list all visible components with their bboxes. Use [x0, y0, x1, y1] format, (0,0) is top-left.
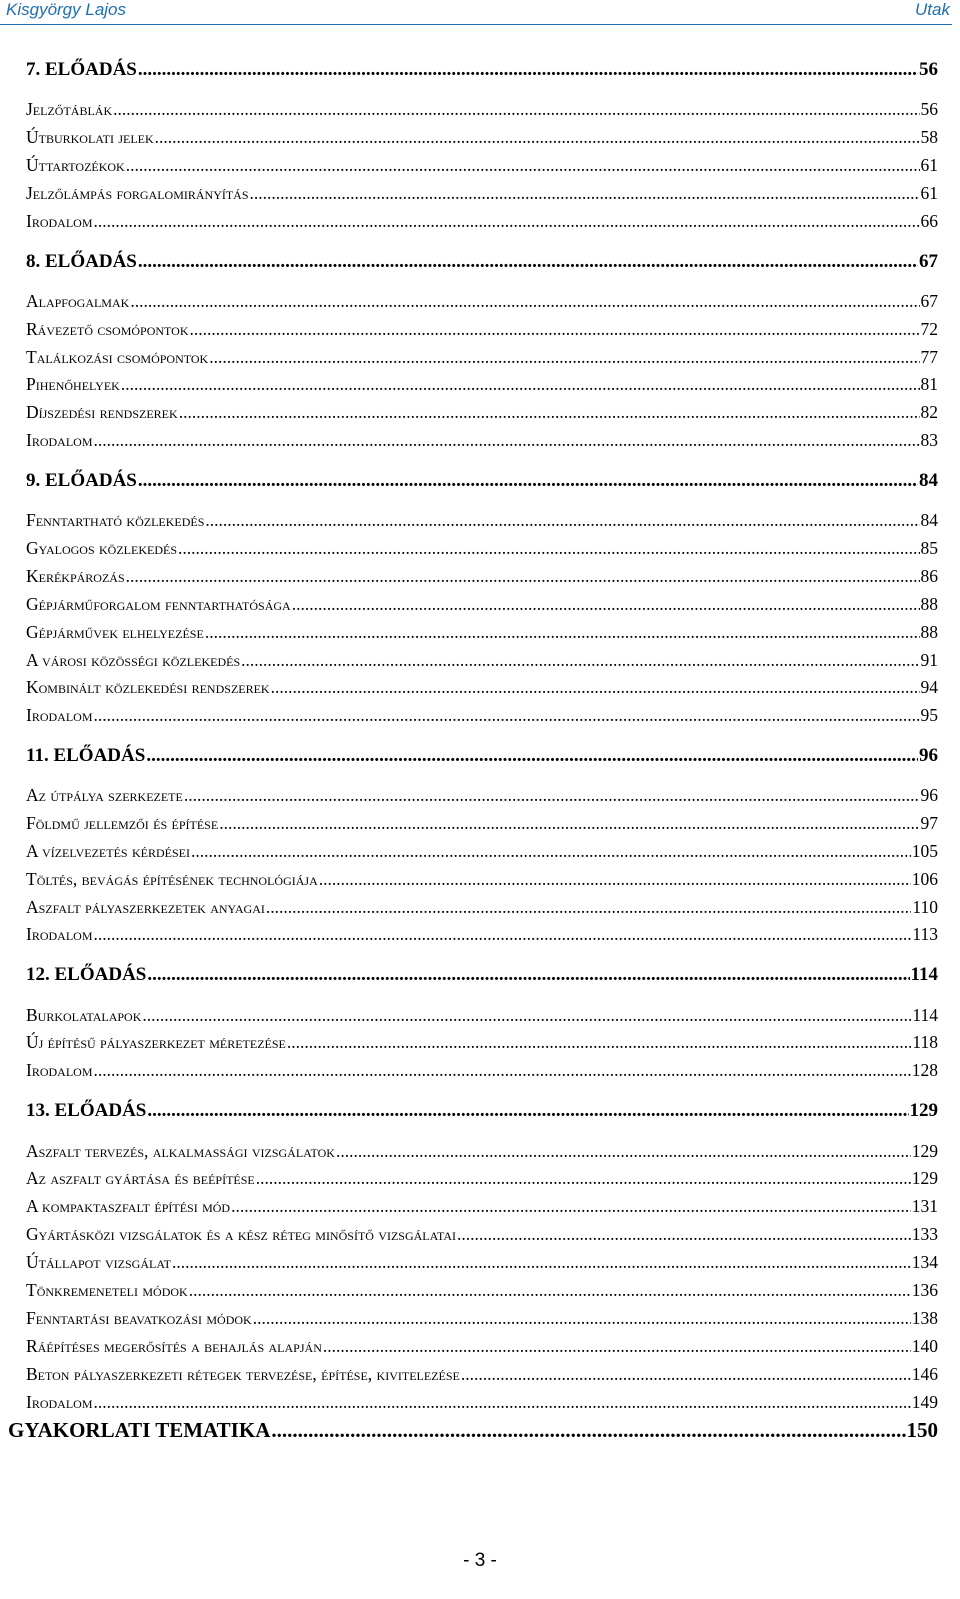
toc-entry-page: 96: [919, 745, 938, 766]
toc-entry[interactable]: [26, 181, 938, 205]
toc-dot-leader: [94, 428, 920, 452]
toc-dot-leader: [256, 1166, 911, 1190]
toc-entry-page: 88: [920, 594, 938, 614]
toc-entry-title: A kompaktaszfalt építési mód: [26, 1196, 231, 1216]
toc-entry[interactable]: [26, 1030, 938, 1054]
toc-entry-title: Úttartozékok: [26, 155, 125, 175]
toc-entry[interactable]: [26, 469, 938, 493]
toc-entry-title: Burkolatalapok: [26, 1005, 142, 1025]
toc-entry[interactable]: [26, 1390, 938, 1414]
toc-entry-page: 72: [920, 319, 938, 339]
toc-entry[interactable]: [26, 1362, 938, 1386]
toc-dot-leader: [266, 895, 912, 919]
toc-entry[interactable]: [26, 783, 938, 807]
toc-entry-page: 94: [920, 677, 938, 697]
toc-entry-page: 149: [911, 1392, 938, 1412]
toc-dot-leader: [126, 153, 920, 177]
toc-dot-leader: [336, 1139, 911, 1163]
toc-entry-title: Fenntartási beavatkozási módok: [26, 1308, 252, 1328]
toc-entry-title: Az útpálya szerkezete: [26, 785, 183, 805]
toc-entry-page: 84: [920, 510, 938, 530]
toc-dot-leader: [287, 1030, 912, 1054]
toc-entry-title: Pihenőhelyek: [26, 374, 120, 394]
toc-entry[interactable]: [26, 317, 938, 341]
toc-entry-page: 86: [920, 566, 938, 586]
toc-entry-page: 77: [920, 347, 938, 367]
toc-entry-title: Rávezető csomópontok: [26, 319, 189, 339]
toc-dot-leader: [190, 317, 920, 341]
toc-entry-page: 140: [911, 1336, 938, 1356]
toc-entry-page: 129: [911, 1141, 938, 1161]
toc-entry[interactable]: [26, 1250, 938, 1274]
toc-entry-title: Alapfogalmak: [26, 291, 130, 311]
toc-entry-page: 138: [911, 1308, 938, 1328]
toc-entry-page: 150: [906, 1418, 938, 1442]
toc-dot-leader: [179, 400, 920, 424]
toc-entry[interactable]: [26, 345, 938, 369]
toc-dot-leader: [113, 97, 919, 121]
toc-dot-leader: [138, 58, 918, 82]
toc-dot-leader: [271, 1418, 905, 1442]
toc-entry[interactable]: [26, 1278, 938, 1302]
toc-entry-page: 133: [911, 1224, 938, 1244]
toc-entry[interactable]: [26, 703, 938, 727]
toc-dot-leader: [241, 648, 919, 672]
toc-entry-title: Ráépítéses megerősítés a behajlás alapján: [26, 1336, 322, 1356]
toc-entry-page: 67: [920, 291, 938, 311]
toc-entry-title: Kombinált közlekedési rendszerek: [26, 677, 270, 697]
toc-entry[interactable]: [26, 536, 938, 560]
header-divider: [0, 24, 952, 25]
toc-entry-page: 96: [920, 785, 938, 805]
toc-entry[interactable]: [26, 648, 938, 672]
toc-entry[interactable]: [26, 372, 938, 396]
toc-entry-page: 134: [911, 1252, 938, 1272]
toc-entry-title: Gépjárműforgalom fenntarthatósága: [26, 594, 291, 614]
toc-entry-page: 146: [911, 1364, 938, 1384]
toc-entry-title: 13. ELŐADÁS: [26, 1100, 147, 1121]
toc-dot-leader: [147, 1099, 908, 1123]
toc-entry[interactable]: [26, 400, 938, 424]
toc-entry-title: Irodalom: [26, 924, 93, 944]
toc-entry-title: Irodalom: [26, 705, 93, 725]
toc-entry[interactable]: [26, 592, 938, 616]
toc-entry-title: Gépjárművek elhelyezése: [26, 622, 204, 642]
toc-entry-title: Beton pályaszerkezeti rétegek tervezése, építése, kivitelezése: [26, 1364, 460, 1384]
toc-dot-leader: [219, 811, 919, 835]
toc-entry-page: 106: [911, 869, 938, 889]
toc-entry-page: 114: [910, 964, 938, 985]
toc-entry-page: 113: [912, 924, 938, 944]
toc-entry[interactable]: [26, 811, 938, 835]
toc-entry-page: 110: [912, 897, 938, 917]
toc-dot-leader: [130, 289, 919, 313]
toc-entry-title: Irodalom: [26, 430, 93, 450]
toc-entry-page: 91: [920, 650, 938, 670]
header-title: Utak: [915, 0, 950, 19]
running-header: [0, 0, 960, 26]
toc-entry[interactable]: [26, 1166, 938, 1190]
toc-entry-page: 56: [920, 99, 938, 119]
toc-entry-title: Új építésű pályaszerkezet méretezése: [26, 1032, 286, 1052]
toc-entry-title: Aszfalt pályaszerkezetek anyagai: [26, 897, 265, 917]
toc-entry[interactable]: [26, 1306, 938, 1330]
toc-entry[interactable]: [26, 250, 938, 274]
toc-entry[interactable]: [26, 839, 938, 863]
toc-entry[interactable]: [26, 1099, 938, 1123]
toc-entry[interactable]: [26, 1334, 938, 1358]
toc-entry-title: A városi közösségi közlekedés: [26, 650, 241, 670]
toc-dot-leader: [138, 469, 918, 493]
toc-entry-page: 128: [911, 1060, 938, 1080]
toc-entry[interactable]: [26, 620, 938, 644]
toc-entry-title: Jelzőtáblák: [26, 99, 113, 119]
toc-entry-title: Fenntartható közlekedés: [26, 510, 205, 530]
toc-entry[interactable]: [8, 1418, 938, 1442]
toc-entry-page: 88: [920, 622, 938, 642]
toc-dot-leader: [461, 1362, 911, 1386]
toc-entry[interactable]: [26, 744, 938, 768]
toc-dot-leader: [94, 1390, 911, 1414]
toc-entry-title: Irodalom: [26, 1392, 93, 1412]
toc-entry[interactable]: [26, 1003, 938, 1027]
toc-dot-leader: [191, 839, 911, 863]
toc-entry-title: A vízelvezetés kérdései: [26, 841, 190, 861]
toc-entry-title: Kerékpározás: [26, 566, 125, 586]
page-number: - 3 -: [463, 1550, 497, 1571]
toc-entry-title: 7. ELŐADÁS: [26, 59, 137, 80]
toc-dot-leader: [94, 1058, 911, 1082]
toc-entry-title: Díjszedési rendszerek: [26, 402, 178, 422]
toc-dot-leader: [138, 250, 918, 274]
toc-entry-page: 67: [919, 251, 938, 272]
toc-entry-title: Földmű jellemzői és építése: [26, 813, 219, 833]
toc-entry-title: Irodalom: [26, 211, 93, 231]
toc-entry-title: Találkozási csomópontok: [26, 347, 209, 367]
toc-dot-leader: [319, 867, 911, 891]
toc-entry[interactable]: [26, 675, 938, 699]
toc-entry-page: 129: [911, 1168, 938, 1188]
toc-dot-leader: [147, 963, 909, 987]
toc-entry-page: 136: [911, 1280, 938, 1300]
toc-entry-page: 129: [909, 1100, 938, 1121]
toc-entry[interactable]: [26, 508, 938, 532]
toc-entry[interactable]: [26, 209, 938, 233]
toc-dot-leader: [142, 1003, 911, 1027]
toc-dot-leader: [231, 1194, 911, 1218]
toc-entry[interactable]: [26, 97, 938, 121]
toc-entry-title: Gyártásközi vizsgálatok és a kész réteg minősítő vizsgálatai: [26, 1224, 457, 1244]
toc-dot-leader: [189, 1278, 911, 1302]
toc-dot-leader: [250, 181, 920, 205]
toc-entry-title: Aszfalt tervezés, alkalmassági vizsgálatok: [26, 1141, 335, 1161]
toc-entry[interactable]: [26, 428, 938, 452]
toc-entry-page: 56: [919, 59, 938, 80]
toc-entry[interactable]: [26, 963, 938, 987]
header-author: Kisgyörgy Lajos: [6, 0, 127, 19]
toc-entry[interactable]: [26, 1139, 938, 1163]
toc-entry[interactable]: [26, 289, 938, 313]
toc-entry[interactable]: [26, 153, 938, 177]
toc-dot-leader: [205, 508, 919, 532]
toc-entry-page: 114: [912, 1005, 938, 1025]
toc-entry-title: Irodalom: [26, 1060, 93, 1080]
toc-entry-page: 82: [920, 402, 938, 422]
toc-entry-title: Útállapot vizsgálat: [26, 1252, 171, 1272]
toc-entry-page: 61: [920, 183, 938, 203]
toc-dot-leader: [94, 703, 920, 727]
toc-entry-title: Útburkolati jelek: [26, 127, 154, 147]
toc-entry-page: 84: [919, 470, 938, 491]
toc-dot-leader: [209, 345, 919, 369]
toc-dot-leader: [126, 564, 920, 588]
toc-entry-title: 11. ELŐADÁS: [26, 745, 146, 766]
toc-entry[interactable]: [26, 1058, 938, 1082]
toc-entry-title: 8. ELŐADÁS: [26, 251, 137, 272]
toc-entry-title: Gyalogos közlekedés: [26, 538, 178, 558]
toc-dot-leader: [146, 744, 918, 768]
toc-entry-title: Tönkremeneteli módok: [26, 1280, 188, 1300]
toc-entry-page: 105: [911, 841, 938, 861]
toc-entry-title: 12. ELŐADÁS: [26, 964, 147, 985]
toc-entry-page: 61: [920, 155, 938, 175]
toc-entry-page: 131: [911, 1196, 938, 1216]
toc-entry[interactable]: [26, 895, 938, 919]
toc-entry-page: 81: [920, 374, 938, 394]
toc-entry-title: Töltés, bevágás építésének technológiája: [26, 869, 318, 889]
toc-dot-leader: [271, 675, 920, 699]
toc-dot-leader: [94, 922, 912, 946]
toc-entry-page: 58: [920, 127, 938, 147]
toc-entry-page: 118: [912, 1032, 938, 1052]
toc-dot-leader: [323, 1334, 911, 1358]
toc-dot-leader: [121, 372, 920, 396]
toc-entry-page: 66: [920, 211, 938, 231]
toc-entry-title: GYAKORLATI TEMATIKA: [8, 1418, 271, 1442]
toc-entry-page: 97: [920, 813, 938, 833]
toc-entry-page: 83: [920, 430, 938, 450]
toc-entry[interactable]: [26, 58, 938, 82]
toc-entry[interactable]: [26, 1194, 938, 1218]
toc-dot-leader: [292, 592, 920, 616]
toc-entry[interactable]: [26, 1222, 938, 1246]
toc-entry[interactable]: [26, 125, 938, 149]
toc-dot-leader: [253, 1306, 911, 1330]
toc-entry-title: 9. ELŐADÁS: [26, 470, 137, 491]
toc-entry[interactable]: [26, 922, 938, 946]
toc-entry-title: Az aszfalt gyártása és beépítése: [26, 1168, 255, 1188]
toc-dot-leader: [184, 783, 920, 807]
toc-dot-leader: [172, 1250, 911, 1274]
toc-dot-leader: [94, 209, 920, 233]
toc-entry[interactable]: [26, 867, 938, 891]
toc-dot-leader: [205, 620, 920, 644]
toc-dot-leader: [155, 125, 920, 149]
toc-dot-leader: [178, 536, 919, 560]
toc-entry[interactable]: [26, 564, 938, 588]
toc-entry-title: Jelzőlámpás forgalomirányítás: [26, 183, 249, 203]
toc-entry-page: 85: [920, 538, 938, 558]
toc-entry-page: 95: [920, 705, 938, 725]
toc-dot-leader: [457, 1222, 911, 1246]
